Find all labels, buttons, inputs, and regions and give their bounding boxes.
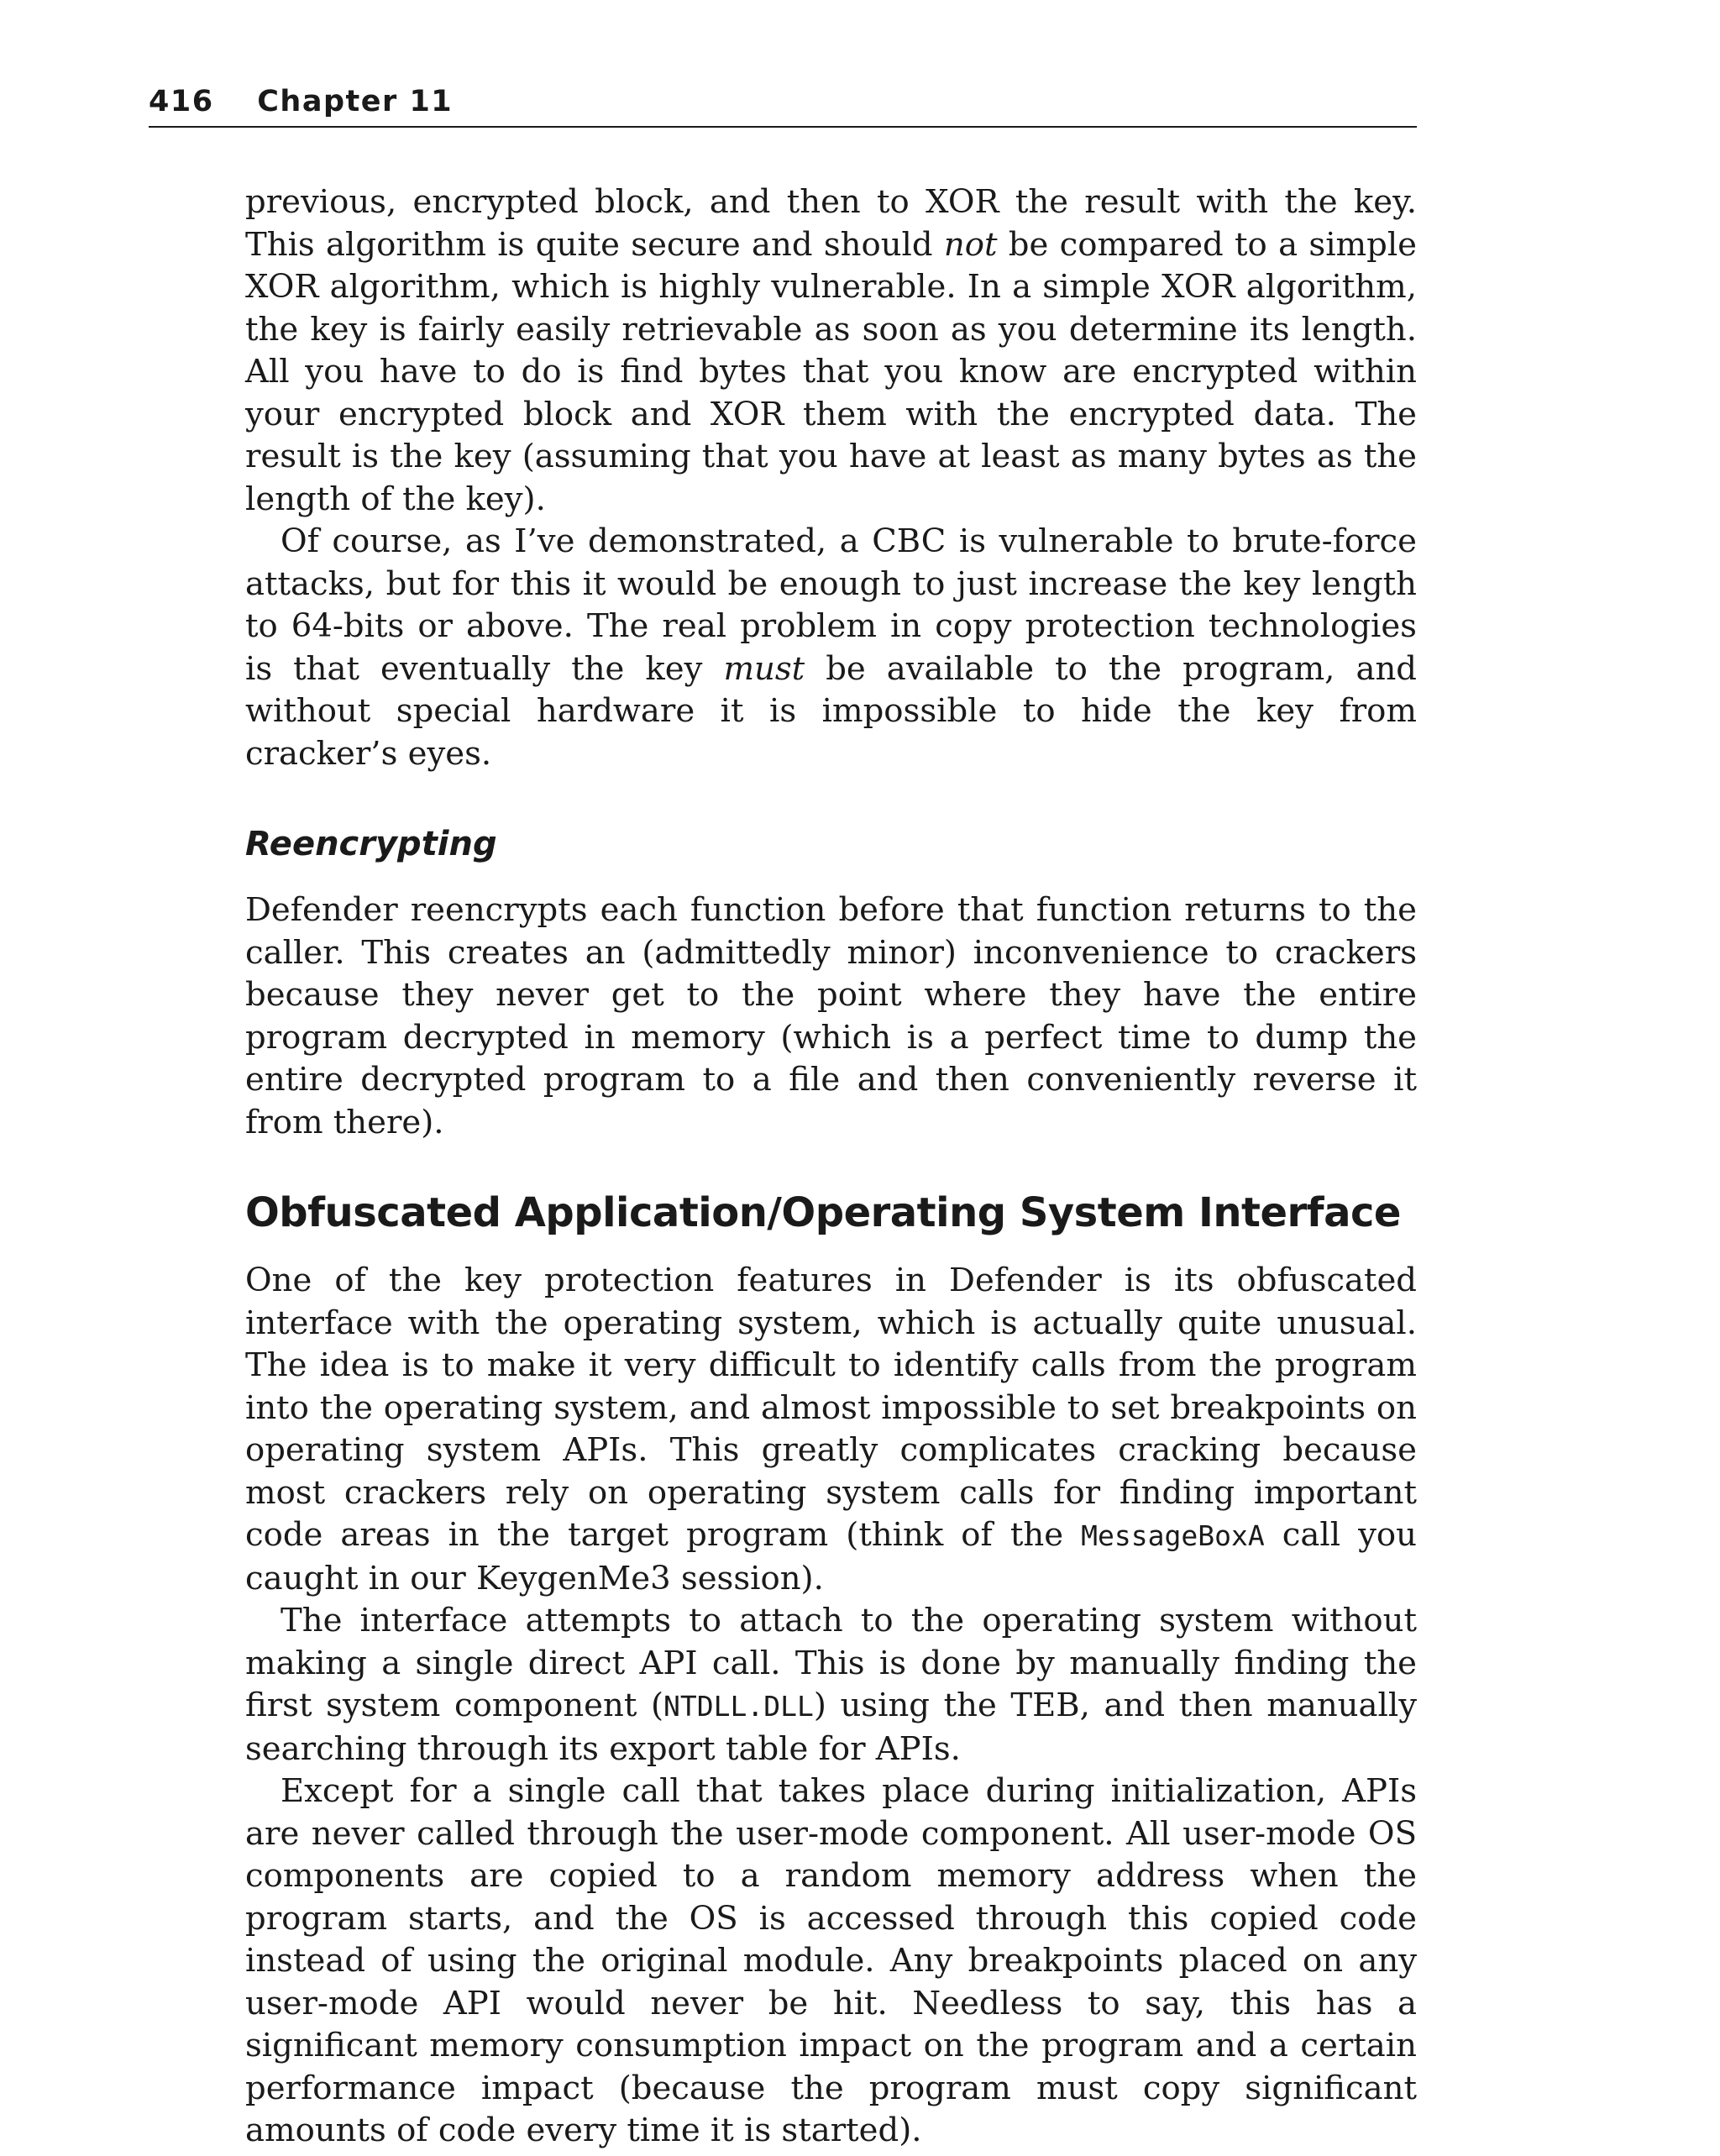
chapter-label: Chapter 11 xyxy=(257,85,454,118)
obfuscated-paragraph-3: Except for a single call that takes place during initialization, APIs are never called through the user-mode component. All user-mode OS components are copied to a random memory address when the program starts, and the OS is accessed through this copied code instead of using the original module. Any breakpoints placed on any user-mode API would never be hit. Needless to say, this has a significant memory consumption impact on the program and a certain performance impact (because the program must copy significant amounts of code every time it is started). xyxy=(245,1772,1417,2149)
reencrypting-heading: Reencrypting xyxy=(245,825,497,863)
obfuscated-interface-heading: Obfuscated Application/Operating System Interface xyxy=(245,1189,1401,1236)
running-head xyxy=(149,82,1417,128)
page-body xyxy=(245,181,1417,2153)
code-ntdll: NTDLL.DLL xyxy=(663,1690,814,1723)
text-run: call you caught in our KeygenMe3 session). xyxy=(245,1516,1417,1597)
intro-paragraph-1 xyxy=(245,181,1417,521)
emphasis-must: must xyxy=(723,649,805,688)
text-run: Of course, as I’ve demonstrated, a CBC is vulnerable to brute-force attacks, but for this it would be enough to just increase the key length to 64-bits or above. The real problem in copy protection technologies is that eventually the key xyxy=(245,522,1417,688)
text-run: be compared to a simple XOR algorithm, which is highly vulnerable. In a simple XOR algorithm, the key is fairly easily retrievable as soon as you determine its length. All you have to do is find bytes that you know are encrypted within your encrypted block and XOR them with the encrypted data. The result is the key (assuming that you have at least as many bytes as the length of the key). xyxy=(245,225,1417,518)
text-run: One of the key protection features in Defender is its obfuscated interface with the operating system, which is actually quite unusual. The idea is to make it very difficult to identify calls from the program into the operating system, and almost impossible to set breakpoints on operating system APIs. This greatly complicates cracking because most crackers rely on operating system calls for finding important code areas in the target program (think of the xyxy=(245,1262,1417,1554)
code-messageboxa: MessageBoxA xyxy=(1081,1519,1265,1552)
page-number: 416 xyxy=(149,85,214,118)
obfuscated-paragraph-1 xyxy=(245,1260,1417,1600)
intro-paragraph-2 xyxy=(245,521,1417,775)
reencrypting-paragraph: Defender reencrypts each function before that function returns to the caller. This creates an (admittedly minor) inconvenience to crackers because they never get to the point where they have the entire program decrypted in memory (which is a perfect time to dump the entire decrypted program to a file and then conveniently reverse it from there). xyxy=(245,891,1417,1141)
text-run: previous, encrypted block, and then to XOR the result with the key. This algorithm is quite secure and should xyxy=(245,183,1417,264)
text-run: be available to the program, and without special hardware it is impossible to hide the key from cracker’s eyes. xyxy=(245,649,1417,773)
emphasis-not: not xyxy=(943,225,998,264)
obfuscated-paragraph-2 xyxy=(245,1600,1417,1770)
text-run: The interface attempts to attach to the operating system without making a single direct API call. This is done by manually finding the first system component ( xyxy=(245,1602,1417,1724)
text-run: ) using the TEB, and then manually searching through its export table for APIs. xyxy=(245,1687,1417,1768)
